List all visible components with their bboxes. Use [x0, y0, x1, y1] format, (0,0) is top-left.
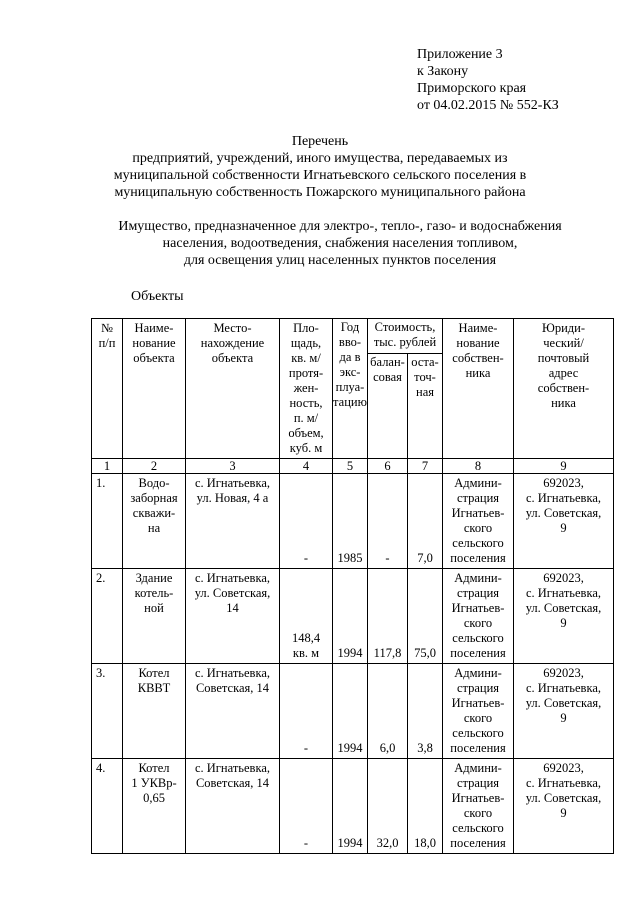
objects-table [91, 318, 614, 854]
row-owner-cell: Админи- страция Игнатьев- ского сельского поселения [443, 759, 514, 854]
row-location-cell: с. Игнатьевка, Советская, 14 [186, 759, 280, 854]
row-residual-cell: 18,0 [408, 759, 443, 854]
index-cell: 4 [280, 459, 333, 474]
table-row [92, 474, 614, 569]
row-address-cell: 692023, с. Игнатьевка, ул. Советская, 9 [514, 569, 614, 664]
index-cell: 3 [186, 459, 280, 474]
row-num-cell: 3. [92, 664, 123, 759]
row-balance-cell: 32,0 [368, 759, 408, 854]
annex-line: к Закону [417, 64, 469, 79]
row-area-cell: - [280, 759, 333, 854]
row-owner-cell: Админи- страция Игнатьев- ского сельского поселения [443, 569, 514, 664]
header-owner: Наиме- нование собствен- ника [443, 319, 514, 459]
title-line: муниципальной собственности Игнатьевского сельского поселения в [113, 168, 527, 183]
row-name-cell: Котел КВВТ [123, 664, 186, 759]
row-name-cell: Здание котель- ной [123, 569, 186, 664]
row-owner-cell: Админи- страция Игнатьев- ского сельского поселения [443, 664, 514, 759]
row-location-cell: с. Игнатьевка, Советская, 14 [186, 664, 280, 759]
header-area: Пло- щадь, кв. м/ протя- жен- ность, п. м/ объем, куб. м [280, 319, 333, 459]
table-row [92, 664, 614, 759]
row-name-cell: Водо- заборная скважи- на [123, 474, 186, 569]
annex-line: Приморского края [417, 81, 527, 96]
row-residual-cell: 7,0 [408, 474, 443, 569]
title-line: муниципальную собственность Пожарского муниципального района [114, 185, 526, 200]
row-location-cell: с. Игнатьевка, ул. Новая, 4 а [186, 474, 280, 569]
annex-line: Приложение 3 [417, 47, 503, 62]
document-title [0, 133, 640, 201]
row-residual-cell: 75,0 [408, 569, 443, 664]
header-cost: Стоимость, тыс. рублей [368, 319, 443, 354]
title-line: предприятий, учреждений, иного имущества, передаваемых из [132, 151, 508, 166]
row-balance-cell: - [368, 474, 408, 569]
header-location: Место- нахождение объекта [186, 319, 280, 459]
row-address-cell: 692023, с. Игнатьевка, ул. Советская, 9 [514, 759, 614, 854]
row-num-cell: 1. [92, 474, 123, 569]
row-year-cell: 1985 [333, 474, 368, 569]
index-cell: 8 [443, 459, 514, 474]
row-year-cell: 1994 [333, 569, 368, 664]
row-year-cell: 1994 [333, 664, 368, 759]
header-row [92, 319, 614, 354]
header-address: Юриди- ческий/ почтовый адрес собствен- ника [514, 319, 614, 459]
section-heading: Объекты [131, 289, 184, 304]
row-year-cell: 1994 [333, 759, 368, 854]
annex-block [417, 46, 559, 114]
row-num-cell: 4. [92, 759, 123, 854]
index-cell: 9 [514, 459, 614, 474]
row-owner-cell: Админи- страция Игнатьев- ского сельского поселения [443, 474, 514, 569]
row-name-cell: Котел 1 УКВр- 0,65 [123, 759, 186, 854]
row-location-cell: с. Игнатьевка, ул. Советская, 14 [186, 569, 280, 664]
index-cell: 6 [368, 459, 408, 474]
row-address-cell: 692023, с. Игнатьевка, ул. Советская, 9 [514, 664, 614, 759]
row-balance-cell: 117,8 [368, 569, 408, 664]
index-cell: 2 [123, 459, 186, 474]
row-balance-cell: 6,0 [368, 664, 408, 759]
row-num-cell: 2. [92, 569, 123, 664]
table-row [92, 569, 614, 664]
index-cell: 7 [408, 459, 443, 474]
index-cell: 1 [92, 459, 123, 474]
index-cell: 5 [333, 459, 368, 474]
row-address-cell: 692023, с. Игнатьевка, ул. Советская, 9 [514, 474, 614, 569]
header-num: № п/п [92, 319, 123, 459]
subtitle-line: для освещения улиц населенных пунктов поселения [183, 253, 497, 268]
row-residual-cell: 3,8 [408, 664, 443, 759]
header-name: Наиме- нование объекта [123, 319, 186, 459]
header-year: Год вво- да в экс- плуа- тацию [333, 319, 368, 459]
header-residual: оста- точ- ная [408, 354, 443, 459]
index-row [92, 459, 614, 474]
row-area-cell: - [280, 664, 333, 759]
annex-line: от 04.02.2015 № 552-КЗ [417, 98, 559, 113]
subtitle-line: Имущество, предназначенное для электро-, тепло-, газо- и водоснабжения [118, 219, 562, 234]
title-line: Перечень [291, 134, 349, 149]
row-area-cell: - [280, 474, 333, 569]
row-area-cell: 148,4 кв. м [280, 569, 333, 664]
subtitle-line: населения, водоотведения, снабжения населения топливом, [162, 236, 518, 251]
header-balance: балан- совая [368, 354, 408, 459]
table-row [92, 759, 614, 854]
document-subtitle [0, 218, 640, 269]
